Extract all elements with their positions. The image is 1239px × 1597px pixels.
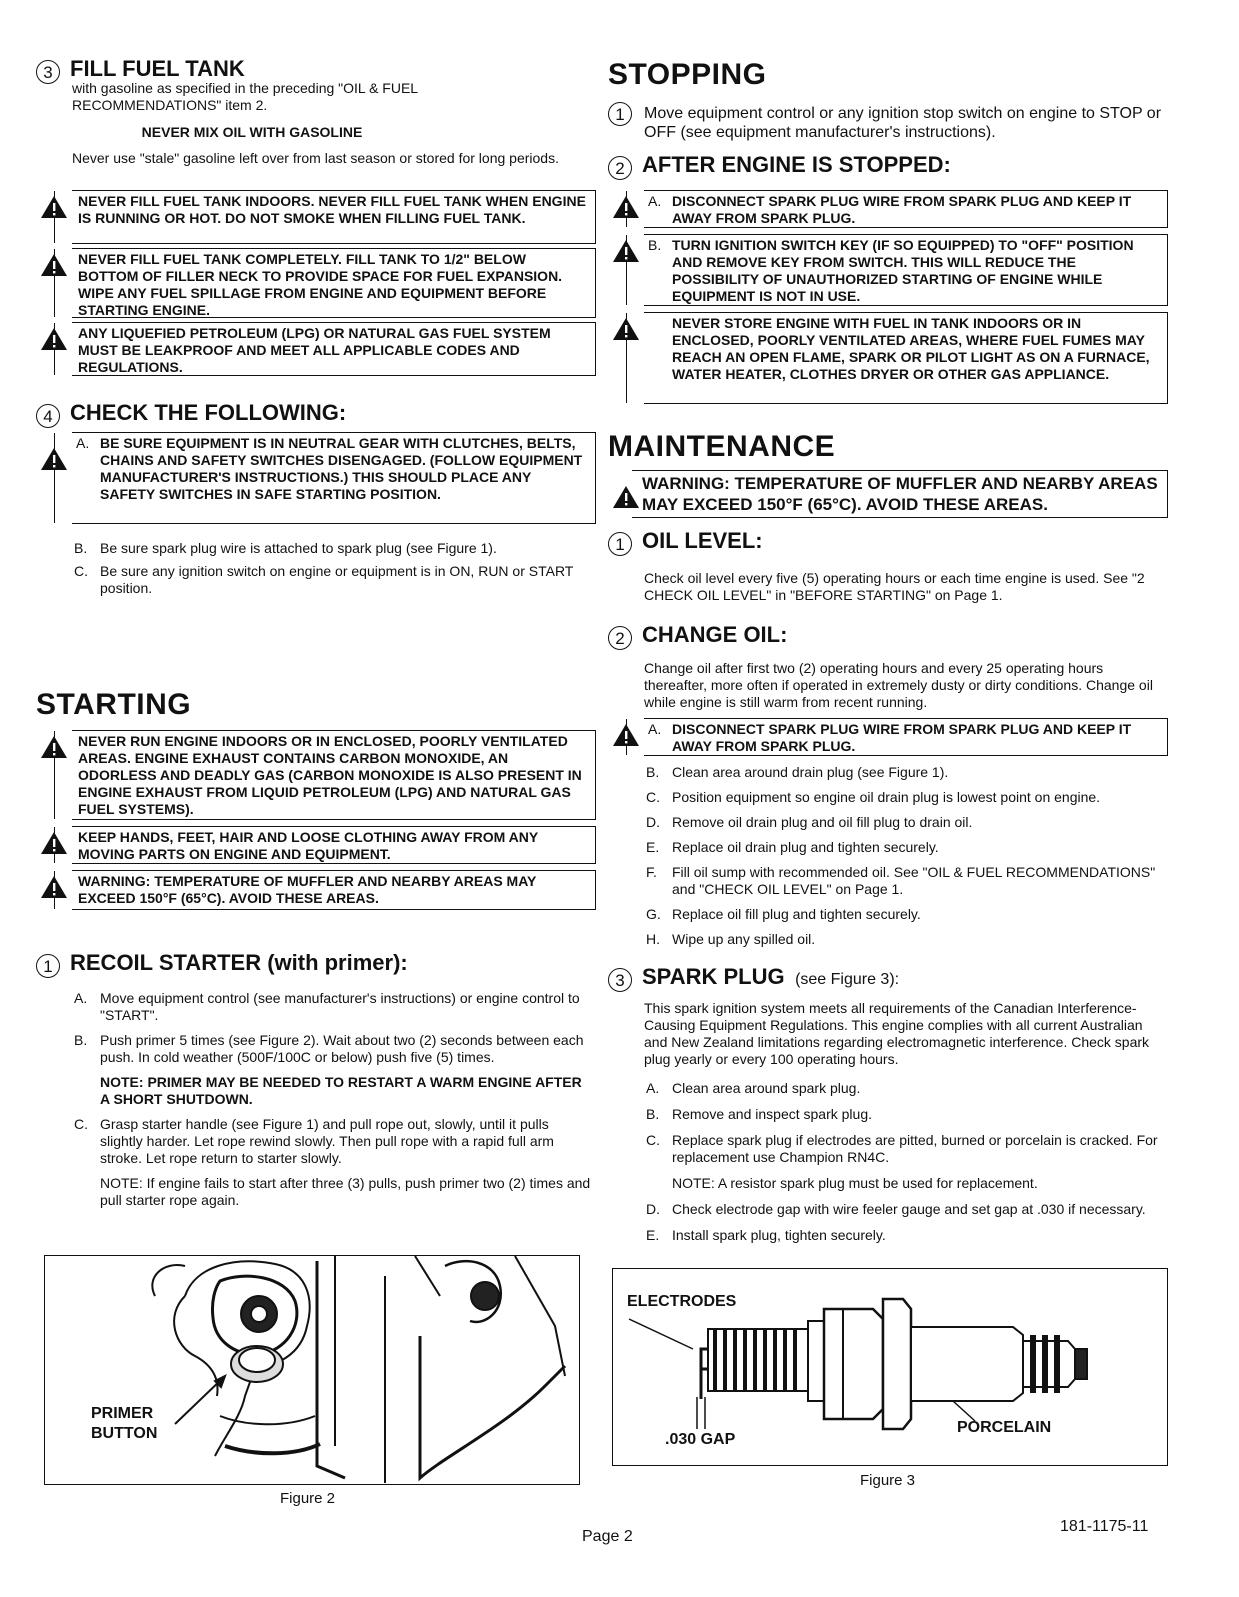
section-title: CHECK THE FOLLOWING:	[70, 400, 347, 425]
oil-level-text: Check oil level every five (5) operating hours or each time engine is used. See "2 CHECK OIL LEVEL" in "BEFORE STARTING" on Page 1.	[644, 570, 1145, 603]
warning-text: NEVER STORE ENGINE WITH FUEL IN TANK INDOORS OR IN ENCLOSED, POORLY VENTILATED AREAS, WHERE FUEL FUMES MAY REACH AN OPEN FLAME, SPARK OR PILOT LIGHT AS ON A FURNACE, WATER HEATER, CLOTHES DRYER OR OTHER GAS APPLIANCE.	[672, 315, 1150, 382]
warning-triangle-icon	[40, 327, 68, 351]
figure-3-frame	[612, 1268, 1168, 1466]
step-number: 1	[608, 532, 632, 556]
spark-plug-list	[644, 1080, 1168, 1250]
list-item: A. Clean area around spark plug.	[646, 1080, 861, 1096]
porcelain-label: PORCELAIN	[957, 1419, 1052, 1436]
warning-text: BE SURE EQUIPMENT IS IN NEUTRAL GEAR WITH CLUTCHES, BELTS, CHAINS AND SAFETY SWITCHES DISENGAGED. (FOLLOW EQUIPMENT MANUFACTURER'S INSTRUCTIONS.) THIS SHOULD PLACE ANY SAFETY SWITCHES IN SAFE STARTING POSITION.	[100, 435, 583, 502]
step-number: 2	[608, 156, 632, 180]
note: NOTE: If engine fails to start after three (3) pulls, push primer two (2) times and pull starter rope again.	[100, 1175, 591, 1208]
step-number: 3	[608, 968, 632, 992]
step-number: 2	[608, 626, 632, 650]
list-item: C. Be sure any ignition switch on engine or equipment is in ON, RUN or START position.	[74, 563, 574, 596]
warning-text: DISCONNECT SPARK PLUG WIRE FROM SPARK PLUG AND KEEP IT AWAY FROM SPARK PLUG.	[672, 193, 1132, 226]
list-item: B. Push primer 5 times (see Figure 2). Wait about two (2) seconds between each push. In cold weather (500F/100C or below) push five (5) times.	[74, 1032, 584, 1065]
step-number: 1	[36, 954, 60, 978]
spark-plug-text: This spark ignition system meets all requirements of the Canadian Interference-Causing Equipment Regulations. This engine complies with all current Australian and New Zealand limitations regarding electromagnetic interference. Check spark plug yearly or every 100 operating hours.	[644, 1000, 1150, 1067]
list-item: D. Check electrode gap with wire feeler gauge and set gap at .030 if necessary.	[646, 1201, 1146, 1217]
check-list	[72, 540, 596, 603]
warning-box	[72, 190, 596, 244]
warning-box	[72, 826, 596, 864]
warning-box	[72, 248, 596, 318]
item-key: A.	[648, 721, 662, 737]
warning-box	[72, 870, 596, 910]
warning-triangle-icon	[40, 875, 68, 899]
list-item: E. Install spark plug, tighten securely.	[646, 1227, 886, 1243]
warning-box	[72, 730, 596, 820]
warning-box	[72, 322, 596, 376]
warning-text: DISCONNECT SPARK PLUG WIRE FROM SPARK PLUG AND KEEP IT AWAY FROM SPARK PLUG.	[672, 721, 1132, 754]
section-title: AFTER ENGINE IS STOPPED:	[642, 152, 951, 177]
maintenance-title: MAINTENANCE	[608, 430, 836, 463]
gap-label: .030 GAP	[665, 1431, 736, 1448]
item-key: A.	[76, 435, 90, 451]
warning-triangle-icon	[40, 735, 68, 759]
section-title: OIL LEVEL:	[642, 528, 763, 553]
note: NOTE: A resistor spark plug must be used for replacement.	[672, 1175, 1038, 1191]
recoil-heading	[36, 950, 596, 978]
item-key: A.	[648, 193, 662, 209]
list-item: G. Replace oil fill plug and tighten securely.	[646, 906, 921, 922]
warning-triangle-icon	[612, 317, 640, 341]
list-item: D. Remove oil drain plug and oil fill plug to drain oil.	[646, 814, 973, 830]
warning-box	[72, 432, 596, 524]
change-oil-list	[644, 764, 1168, 954]
change-oil-heading	[608, 622, 1168, 650]
warning-box	[644, 190, 1168, 228]
list-item: C. Position equipment so engine oil drain plug is lowest point on engine.	[646, 789, 1101, 805]
starting-title: STARTING	[36, 688, 192, 721]
page-number: Page 2	[582, 1528, 633, 1545]
warning-text: NEVER FILL FUEL TANK COMPLETELY. FILL TANK TO 1/2" BELOW BOTTOM OF FILLER NECK TO PROVIDE SPACE FOR FUEL EXPANSION. WIPE ANY FUEL SPILLAGE FROM ENGINE AND EQUIPMENT BEFORE STARTING ENGINE.	[78, 251, 563, 318]
list-item: E. Replace oil drain plug and tighten securely.	[646, 839, 939, 855]
change-oil-text: Change oil after first two (2) operating hours and every 25 operating hours thereafter, more often if operated in extremely dusty or dirty conditions. Change oil while engine is still warm from recent running.	[644, 660, 1153, 710]
section-subtitle: (see Figure 3):	[795, 971, 900, 988]
warning-triangle-icon	[40, 831, 68, 855]
warning-text: KEEP HANDS, FEET, HAIR AND LOOSE CLOTHING AWAY FROM ANY MOVING PARTS ON ENGINE AND EQUIPMENT.	[78, 829, 538, 862]
figure-2-frame	[44, 1255, 580, 1485]
list-item: C. Grasp starter handle (see Figure 1) and pull rope out, slowly, until it pulls slightly harder. Let rope rewind slowly. Then pull rope with a rapid full arm stroke. Let rope return to starter slowly.	[74, 1116, 554, 1166]
warning-text: NEVER FILL FUEL TANK INDOORS. NEVER FILL FUEL TANK WHEN ENGINE IS RUNNING OR HOT. DO NOT SMOKE WHEN FILLING FUEL TANK.	[78, 193, 586, 226]
warning-text: TURN IGNITION SWITCH KEY (IF SO EQUIPPED) TO "OFF" POSITION AND REMOVE KEY FROM SWITCH. THIS WILL REDUCE THE POSSIBILITY OF UNAUTHORIZED STARTING OF ENGINE WHILE EQUIPMENT IS NOT IN USE.	[672, 237, 1134, 304]
warning-box	[632, 470, 1168, 518]
list-item: C. Replace spark plug if electrodes are pitted, burned or porcelain is cracked. For replacement use Champion RN4C.	[646, 1132, 1158, 1165]
list-item: A. Move equipment control (see manufacturer's instructions) or engine control to "START".	[74, 990, 580, 1023]
never-mix-notice: NEVER MIX OIL WITH GASOLINE	[141, 124, 363, 140]
figure-3-caption: Figure 3	[860, 1472, 916, 1489]
list-item: H. Wipe up any spilled oil.	[646, 931, 816, 947]
step-number: 1	[608, 102, 632, 126]
fill-fuel-intro: with gasoline as specified in the preceding "OIL & FUEL RECOMMENDATIONS" item 2.	[72, 80, 418, 113]
list-item: B. Remove and inspect spark plug.	[646, 1106, 872, 1122]
list-item: F. Fill oil sump with recommended oil. See "OIL & FUEL RECOMMENDATIONS" and "CHECK OIL LEVEL" on Page 1.	[646, 864, 1156, 897]
warning-triangle-icon	[40, 195, 68, 219]
list-item: B. Be sure spark plug wire is attached to spark plug (see Figure 1).	[74, 540, 497, 556]
electrodes-label: ELECTRODES	[627, 1293, 737, 1310]
warning-text: ANY LIQUEFIED PETROLEUM (LPG) OR NATURAL GAS FUEL SYSTEM MUST BE LEAKPROOF AND MEET ALL APPLICABLE CODES AND REGULATIONS.	[78, 325, 551, 375]
warning-box	[644, 718, 1168, 756]
stale-gas-text: Never use "stale" gasoline left over from last season or stored for long periods.	[72, 150, 559, 166]
warning-triangle-icon	[612, 239, 640, 263]
section-title: FILL FUEL TANK	[70, 56, 245, 81]
item-key: B.	[648, 237, 662, 253]
step-number: 4	[36, 404, 60, 428]
warning-text: NEVER RUN ENGINE INDOORS OR IN ENCLOSED, POORLY VENTILATED AREAS. ENGINE EXHAUST CONTAINS CARBON MONOXIDE, AN ODORLESS AND DEADLY GAS (CARBON MONOXIDE IS ALSO PRESENT IN ENGINE EXHAUST FROM LIQUID PETROLEUM (LPG) AND NATURAL GAS FUEL SYSTEMS).	[78, 733, 582, 817]
section-title: SPARK PLUG	[642, 964, 785, 989]
warning-triangle-icon	[612, 723, 640, 747]
primer-engine-illustration	[45, 1256, 578, 1483]
spark-plug-heading	[608, 964, 1168, 992]
warning-triangle-icon	[612, 485, 640, 509]
warning-triangle-icon	[612, 195, 640, 219]
warning-text: WARNING: TEMPERATURE OF MUFFLER AND NEARBY AREAS MAY EXCEED 150°F (65°C). AVOID THESE AREAS.	[642, 474, 1158, 514]
stopping-title: STOPPING	[608, 58, 767, 91]
check-heading	[36, 400, 596, 428]
recoil-list	[72, 990, 592, 1215]
step-number: 3	[36, 60, 60, 84]
warning-box	[644, 312, 1168, 404]
stop-text: Move equipment control or any ignition stop switch on engine to STOP or OFF (see equipment manufacturer's instructions).	[644, 105, 1162, 141]
section-title: RECOIL STARTER (with primer):	[70, 950, 408, 975]
section-title: CHANGE OIL:	[642, 622, 788, 647]
warning-text: WARNING: TEMPERATURE OF MUFFLER AND NEARBY AREAS MAY EXCEED 150°F (65°C). AVOID THESE AREAS.	[78, 873, 537, 906]
list-item: B. Clean area around drain plug (see Figure 1).	[646, 764, 949, 780]
primer-label: PRIMER BUTTON	[91, 1405, 158, 1442]
warning-triangle-icon	[40, 447, 68, 471]
figure-2-caption: Figure 2	[280, 1490, 336, 1507]
warning-triangle-icon	[40, 253, 68, 277]
warning-box	[644, 234, 1168, 306]
note: NOTE: PRIMER MAY BE NEEDED TO RESTART A WARM ENGINE AFTER A SHORT SHUTDOWN.	[100, 1074, 582, 1107]
after-engine-heading	[608, 152, 1168, 180]
oil-level-heading	[608, 528, 1168, 556]
document-code: 181-1175-11	[1060, 1518, 1149, 1535]
